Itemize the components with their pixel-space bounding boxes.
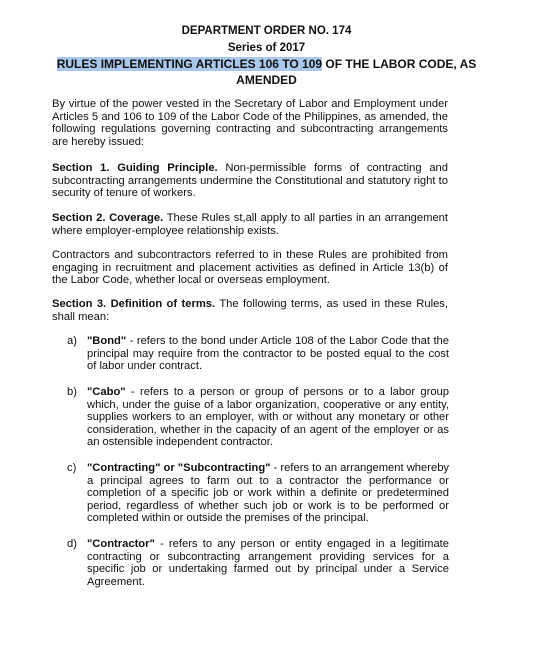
definition-term: "Bond" — [87, 335, 127, 347]
contractors-paragraph: Contractors and subcontractors referred to in these Rules are prohibited from engaging in recruitment and placement activities as defined in Article 13(b) of the Labor Code, whether local or overseas employment. — [52, 249, 448, 287]
definition-text — [87, 462, 449, 525]
rules-title-line2: AMENDED — [236, 73, 297, 87]
section-1-paragraph — [52, 162, 448, 200]
section-2-heading: Section 2. Coverage. — [52, 212, 164, 224]
list-marker: d) — [67, 538, 77, 550]
list-marker: b) — [67, 386, 77, 398]
section-1-text: Non-permissible forms of contracting and subcontracting arrangements undermine the Constitutional and statutory right to security of tenure of workers. — [52, 162, 448, 200]
section-2-paragraph — [52, 212, 448, 237]
definition-text — [87, 335, 449, 373]
section-3-text: The following terms, as used in these Rules, shall mean: — [52, 298, 448, 323]
series-line: Series of 2017 — [227, 42, 306, 54]
rules-title — [0, 57, 533, 71]
order-title: DEPARTMENT ORDER NO. 174 — [181, 25, 352, 37]
list-marker: c) — [67, 462, 77, 474]
rules-title-rest: OF THE LABOR CODE, AS — [322, 57, 477, 71]
definition-text — [87, 386, 449, 449]
selected-text-highlight[interactable]: RULES IMPLEMENTING ARTICLES 106 TO 109 — [56, 57, 323, 71]
definition-text — [87, 538, 449, 588]
definition-term: "Contracting" or "Subcontracting" — [87, 462, 271, 474]
definition-term: "Cabo" — [87, 386, 126, 398]
section-3-paragraph — [52, 298, 448, 323]
definition-body: - refers to any person or entity engaged in a legitimate contracting or subcontracting arrangement providing services for a specific job or undertaking farmed out by principal under a Service Agreement. — [87, 538, 449, 588]
section-3-heading: Section 3. Definition of terms. — [52, 298, 216, 310]
definition-term: "Contractor" — [87, 538, 155, 550]
intro-paragraph: By virtue of the power vested in the Secretary of Labor and Employment under Articles 5 and 106 to 109 of the Labor Code of the Philippines, as amended, the following regulations governing contracting and subcontracting arrangements are hereby issued: — [52, 98, 448, 148]
section-1-heading: Section 1. Guiding Principle. — [52, 162, 218, 174]
definition-body: - refers to the bond under Article 108 of the Labor Code that the principal may require from the contractor to be posted equal to the cost of labor under contract. — [87, 335, 449, 373]
list-marker: a) — [67, 335, 77, 347]
definition-body: - refers to an arrangement whereby a principal agrees to farm out to a contractor the performance or completion of a specific job or work within a definite or predetermined period, regardless of whether such job or work is to be performed or completed within or outside the premises of the principal. — [87, 462, 450, 525]
definition-body: - refers to a person or group of persons or to a labor group which, under the guise of a labor organization, cooperative or any entity, supplies workers to an employer, with or without any monetary or other consideration, whether in the capacity of an agent of the employer or as an ostensible independent contractor. — [87, 386, 449, 449]
section-2-text: These Rules st,all apply to all parties in an arrangement where employer-employee relationship exists. — [52, 212, 448, 237]
